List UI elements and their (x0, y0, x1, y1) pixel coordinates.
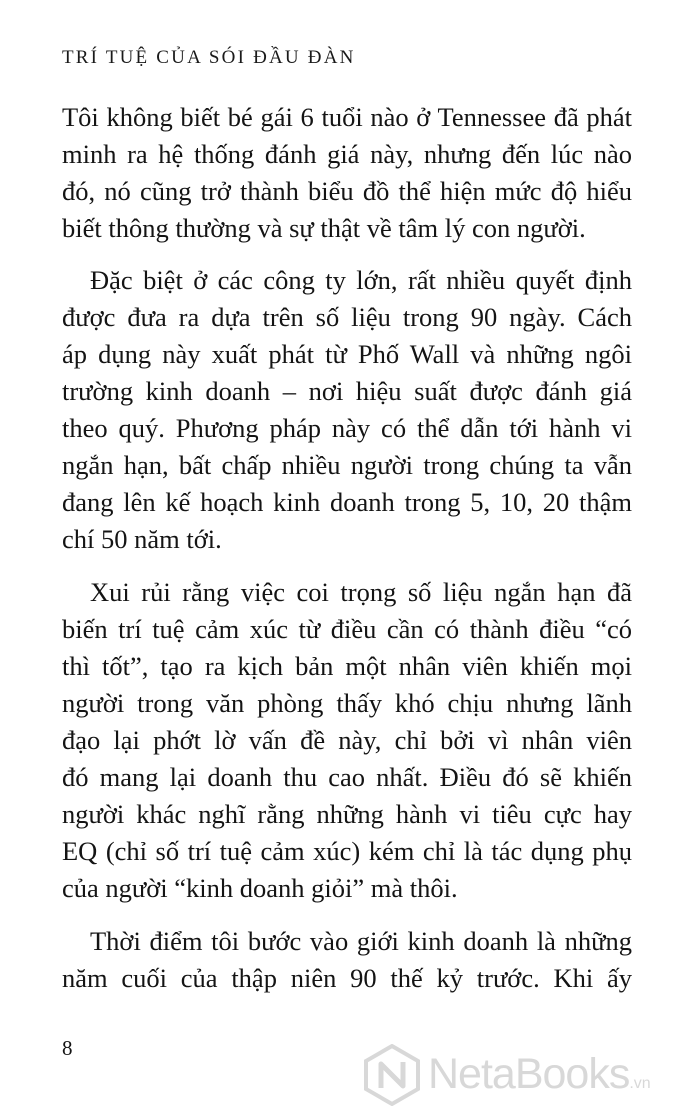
text-line: Tôi không biết bé gái 6 tuổi nào ở Tennessee đã phát (62, 102, 632, 132)
text-line: biến trí tuệ cảm xúc từ điều cần có thành điều “có (62, 614, 632, 644)
watermark-text (428, 1050, 651, 1099)
running-header: TRÍ TUỆ CỦA SÓI ĐẦU ĐÀN (62, 47, 356, 68)
text-line: theo quý. Phương pháp này có thể dẫn tới hành vi (62, 413, 632, 443)
text-line: minh ra hệ thống đánh giá này, nhưng đến lúc nào (62, 139, 632, 169)
text-line: được đưa ra dựa trên số liệu trong 90 ngày. Cách (62, 302, 632, 332)
text-line: chí 50 năm tới. (62, 524, 222, 554)
text-line: trường kinh doanh – nơi hiệu suất được đánh giá (62, 376, 632, 406)
text-line: người trong văn phòng thấy khó chịu nhưng lãnh (62, 688, 632, 718)
watermark-suffix: .vn (629, 1075, 651, 1092)
text-line: EQ (chỉ số trí tuệ cảm xúc) kém chỉ là tác dụng phụ (62, 836, 632, 866)
text-line: Thời điểm tôi bước vào giới kinh doanh là những (90, 926, 632, 956)
text-line: đó, nó cũng trở thành biểu đồ thể hiện mức độ hiểu (62, 176, 632, 206)
text-line: Đặc biệt ở các công ty lớn, rất nhiều quyết định (90, 265, 632, 295)
page-number: 8 (62, 1036, 73, 1060)
text-line: áp dụng này xuất phát từ Phố Wall và những ngôi (62, 339, 632, 369)
text-line: đó mang lại doanh thu cao nhất. Điều đó sẽ khiến (62, 762, 632, 792)
watermark-brand: NetaBooks (428, 1050, 630, 1098)
text-line: người khác nghĩ rằng những hành vi tiêu cực hay (62, 799, 632, 829)
watermark (362, 1044, 697, 1106)
text-line: đang lên kế hoạch kinh doanh trong 5, 10, 20 thậm (62, 487, 632, 517)
text-line: thì tốt”, tạo ra kịch bản một nhân viên khiến mọi (62, 651, 632, 681)
text-line: ngắn hạn, bất chấp nhiều người trong chúng ta vẫn (62, 450, 632, 480)
text-line: đạo lại phớt lờ vấn đề này, chỉ bởi vì nhân viên (62, 725, 632, 755)
text-line: năm cuối của thập niên 90 thế kỷ trước. Khi ấy (62, 963, 632, 993)
text-line: Xui rủi rằng việc coi trọng số liệu ngắn hạn đã (90, 577, 632, 607)
netabooks-logo-icon (362, 1044, 422, 1106)
text-line: của người “kinh doanh giỏi” mà thôi. (62, 873, 458, 903)
text-line: biết thông thường và sự thật về tâm lý con người. (62, 213, 586, 243)
